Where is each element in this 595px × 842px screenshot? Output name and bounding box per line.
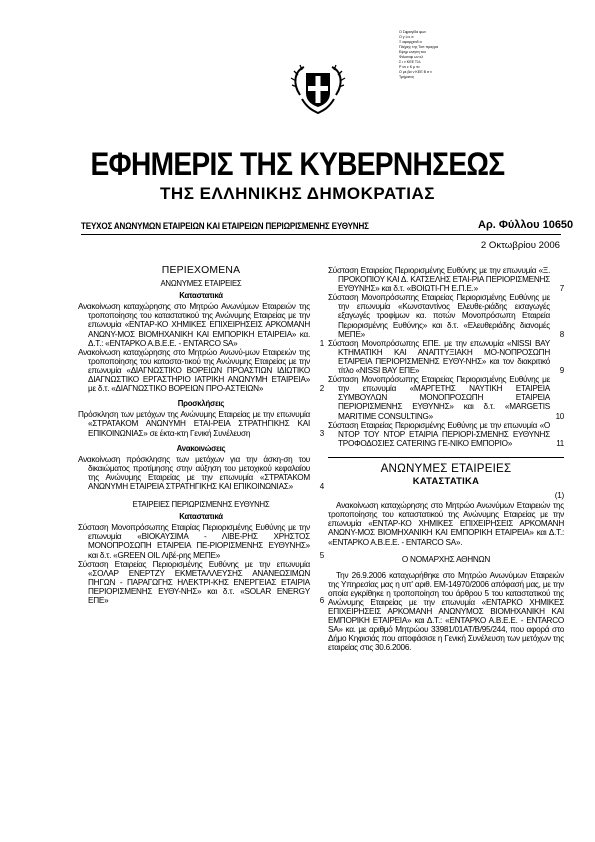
toc-page-number: 9 — [559, 366, 564, 376]
toc-entry-text: Σύσταση Εταιρείας Περιορισμένης Ευθύνης με την επωνυμία «Ξ. ΠΡΟΚΟΠΙΟΥ ΚΑΙ Δ. ΚΑΤΣΕΛΗΣ ΕΤΑΙ-ΡΙΑ ΠΕΡΙΟΡΙΣΜΕΝΗΣ ΕΥΘΥΝΗΣ» και δ.τ. «ΒΟΙΩΤΙ-ΓΗ Ε.Π.Ε.» — [328, 266, 550, 294]
toc-entry — [78, 302, 324, 347]
toc-list — [78, 523, 324, 605]
toc-entry — [328, 293, 564, 338]
toc-entry — [78, 560, 324, 605]
toc-subsection-title: Ανακοινώσεις — [176, 443, 226, 453]
toc-list — [78, 302, 324, 393]
sidebar-line: Ξ αφαρχισιδ α — [399, 40, 422, 44]
toc-entry — [78, 410, 324, 437]
toc-entry — [328, 421, 564, 448]
sheet-label: Αρ. Φύλλου — [478, 219, 540, 231]
coat-of-arms-icon — [288, 59, 348, 119]
toc-list — [78, 410, 324, 437]
header-rule — [81, 234, 561, 235]
toc-entry-text: Σύσταση Μονοπρόσωπης Εταιρείας Περιορισμένης Ευθύνης με την επωνυμία «Κωνσταντίνος Ελευθε-ριάδης εισαγωγές εξαγωγές τροφίμων κα. ποτών Μονοπρόσωπη Εταιρεία Περιορισμένης Ευθύνης» και δ.τ. «Ελευθεριάδης διανομές ΜΕΠΕ» — [328, 293, 550, 339]
sidebar-line: Εφημ ωνηση του — [399, 50, 426, 54]
toc-page-number: 2 — [319, 384, 324, 394]
sheet-number — [478, 219, 573, 231]
toc-page-number: 1 — [319, 338, 324, 348]
article-subheading: ΚΑΤΑΣΤΑΤΙΚΑ — [412, 474, 480, 486]
article-heading: ΑΝΩΝΥΜΕΣ ΕΤΑΙΡΕΙΕΣ — [380, 461, 512, 475]
toc-page-number: 4 — [319, 481, 324, 491]
sidebar-line: Φιλοσοφ ων κλ — [399, 55, 424, 59]
toc-page-number: 7 — [559, 284, 564, 294]
toc-entry-text: Σύσταση Εταιρείας Περιορισμένης Ευθύνης με την επωνυμία «Ο ΝΤΟΡ ΤΟΥ ΝΤΟΡ ΕΤΑΙΡΙΑ ΠΕΡΙΟΡΙ-ΣΜΕΝΗΣ ΕΥΘΥΝΗΣ ΤΡΟΦΟΔΟΣΙΕΣ CATERING ΓΕ-ΝΙΚΟ ΕΜΠΟΡΙΟ» — [328, 420, 550, 448]
toc-entry-text: Σύσταση Μονοπρόσωπης Εταιρίας Περιορισμένης Ευθύνης με την επωνυμία «ΒΙΟΚΑΥΣΙΜΑ - ΛΙΒΕ-ΡΗΣ ΧΡΗΣΤΟΣ ΜΟΝΟΠΡΟΣΩΠΗ ΕΤΑΙΡΕΙΑ ΠΕ-ΡΙΟΡΙΣΜΕΝΗΣ ΕΥΘΥΝΗΣ» και δ.τ. «GREEN OIL Λιβέ-ρης ΜΕΠΕ» — [78, 523, 310, 560]
toc-heading: ΠΕΡΙΕΧΟΜΕΝΑ — [161, 265, 241, 276]
toc-page-number: 11 — [556, 438, 564, 448]
toc-entry-text: Σύσταση Μονοπρόσωπης Εταιρείας Περιορισμένης Ευθύνης με την επωνυμία «ΜΑΡΓΕΤΗΣ ΝΑΥΤΙΚΗ ΕΤΑΙΡΕΙΑ ΣΥΜΒΟΥΛΩΝ ΜΟΝΟΠΡΟΣΩΠΗ ΕΤΑΙΡΕΙΑ ΠΕΡΙΟΡΙΣΜΕΝΗΣ ΕΥΘΥΝΗΣ» και δ.τ. «MARGETIS MARITIME CONSULTING» — [328, 375, 550, 421]
sidebar-line: Ο Σφραγίδα φων — [399, 30, 427, 34]
article-authority: Ο ΝΟΜΑΡΧΗΣ ΑΘΗΝΩΝ — [401, 554, 491, 564]
toc-entry-text: Ανακοίνωση καταχώρησης στο Μητρώο Ανωνύμων Εταιρειών της τροποποίησης του καταστατικού της Ανώνυμης Εταιρείας με την επωνυμία «ΕΝΤΑΡ-ΚΟ ΧΗΜΙΚΕΣ ΕΠΙΧΕΙΡΗΣΕΙΣ ΑΡΚΟΜΑΝΗ ΑΝΩΝΥ-ΜΟΣ ΒΙΟΜΗΧΑΝΙΚΗ ΚΑΙ ΕΜΠΟΡΙΚΗ ΕΤΑΙΡΕΙΑ» κα. Δ.Τ.: «ΕΝΤΑΡΚΟ Α.Β.Ε.Ε. - ENTARCO SA» — [78, 302, 310, 348]
gazette-subtitle: ΤΗΣ ΕΛΛΗΝΙΚΗΣ ΔΗΜΟΚΡΑΤΙΑΣ — [160, 184, 435, 203]
toc-section-title: ΕΤΑΙΡΕΙΕΣ ΠΕΡΙΩΡΙΣΜΕΝΗΣ ΕΥΘΥΝΗΣ — [132, 500, 270, 510]
toc-entry-text: Ανακοίνωση καταχώρησης στο Μητρώο Ανωνύ-μων Εταιρειών της τροποποίησης του καταστα-τικού της Ανώνυμης Εταιρείας με την επωνυμία «ΔΙΑΓΝΩΣΤΙΚΟ ΒΟΡΕΙΩΝ ΠΡΟΑΣΤΙΩΝ ΙΔΙΩΤΙΚΟ ΔΙΑΓΝΩΣΤΙΚΟ ΕΡΓΑΣΤΗΡΙΟ ΙΑΤΡΙΚΗ ΑΝΩΝΥΜΗ ΕΤΑΙΡΕΙΑ» με δ.τ. «ΔΙΑΓΝΩΣΤΙΚΟ ΒΟΡΕΙΩΝ ΠΡΟ-ΑΣΤΕΙΩΝ» — [78, 347, 310, 394]
sidebar-line: Σ ι ν ΚΕΕ Τλλ — [399, 60, 421, 64]
article-intro: Ανακοίνωση καταχώρησης στο Μητρώο Ανωνύμων Εταιρειών της τροποποίησης του καταστατικού της Ανώνυμης Εταιρείας με την επωνυμία «ΕΝΤΑΡ-ΚΟ ΧΗΜΙΚΕΣ ΕΠΙΧΕΙΡΗΣΕΙΣ ΑΡΚΟΜΑΝΗ ΑΝΩΝΥ-ΜΟΣ ΒΙΟΜΗΧΑΝΙΚΗ ΚΑΙ ΕΜΠΟΡΙΚΗ ΕΤΑΙΡΕΙΑ» και Δ.Τ.: «ΕΝΤΑΡΚΟ Α.Β.Ε.Ε. - ENTARCO SA». — [328, 501, 564, 547]
toc-entry — [78, 455, 324, 491]
sidebar-line: Ο γ ύ κ σ — [399, 35, 414, 39]
toc-column-right — [328, 266, 564, 653]
sidebar-line: Ρ ον ε Κ μ το — [399, 65, 420, 69]
toc-page-number: 3 — [319, 428, 324, 438]
toc-list — [78, 455, 324, 491]
toc-entry-text: Σύσταση Μονοπρόσωπης ΕΠΕ. με την επωνυμία «NISSI BAY ΚΤΗΜΑΤΙΚΗ ΚΑΙ ΑΝΑΠΤΥΞΙΑΚΗ ΜΟ-ΝΟΠΡΟΣΩΠΗ ΕΤΑΙΡΕΙΑ ΠΕΡΙΟΡΙΣΜΕΝΗΣ ΕΥΘΥ-ΝΗΣ» και τον διακριτικό τίτλο «NISSI BAY ΕΠΕ» — [328, 338, 550, 376]
toc-entry — [328, 339, 564, 375]
article-number: (1) — [554, 491, 564, 501]
issue-type: ΤΕΥΧΟΣ ΑΝΩΝΥΜΩΝ ΕΤΑΙΡΕΙΩΝ ΚΑΙ ΕΤΑΙΡΕΙΩΝ ΠΕΡΙΩΡΙΣΜΕΝΗΣ ΕΥΘΥΝΗΣ — [81, 220, 369, 231]
toc-page-number: 6 — [319, 596, 324, 605]
gazette-title: ΕΦΗΜΕΡΙΣ ΤΗΣ ΚΥΒΕΡΝΗΣΕΩΣ — [90, 146, 505, 182]
toc-subsection-title: Προσκλήσεις — [177, 399, 225, 409]
toc-entry — [328, 375, 564, 420]
toc-list — [328, 266, 564, 448]
toc-end-rule — [328, 457, 564, 458]
toc-entry — [328, 266, 564, 293]
toc-page-number: 8 — [559, 329, 564, 339]
toc-entry — [78, 348, 324, 393]
sidebar-line: Τμήματος — [399, 75, 415, 79]
toc-entry — [78, 523, 324, 559]
toc-column-left — [78, 261, 324, 605]
sheet-value: 10650 — [542, 219, 574, 231]
toc-entry-text: Σύσταση Εταιρείας Περιορισμένης Ευθύνης με την επωνυμία «ΣΟΛΑΡ ΕΝΕΡΤΖΥ ΕΚΜΕΤΑΛΛΕΥΣΗΣ ΑΝΑΝΕΩΣΙΜΩΝ ΠΗΓΩΝ - ΠΑΡΑΓΩΓΗΣ ΗΛΕΚΤΡΙ-ΚΗΣ ΕΝΕΡΓΕΙΑΣ ΕΤΑΙΡΙΑ ΠΕΡΙΟΡΙΣΜΕΝΗΣ ΕΥΘΥ-ΝΗΣ» και δ.τ. «SOLAR ENERGY ΕΠΕ» — [78, 559, 310, 605]
toc-subsection-title: Καταστατικά — [179, 291, 223, 301]
article-body: Την 26.9.2006 καταχωρήθηκε στο Μητρώο Ανωνύμων Εταιρειών της Υπηρεσίας μας η υπ' αριθ. ΕΜ-14970/2006 απόφασή μας, με την οποία εγκρίθηκε η τροποποίηση του άρθρου 5 του καταστατικού της Ανώνυμης Εταιρείας με την επωνυμία «ΕΝΤΑΡΚΟ ΧΗΜΙΚΕΣ ΕΠΙΧΕΙΡΗΣΕΙΣ ΑΡΚΟΜΑΝΗ ΑΝΩΝΥΜΟΣ ΒΙΟΜΗΧΑΝΙΚΗ ΚΑΙ ΕΜΠΟΡΙΚΗ ΕΤΑΙΡΕΙΑ» και Δ.Τ.: «ΕΝΤΑΡΚΟ Α.Β.Ε.Ε. - ENTARCO SA» κα. με αριθμό Μητρώου 33981/01ΑΤ/Β/95/244, που αφορά στο Δήμο Κηφισιάς που αποφάσισε η Γενική Συνέλευση των μετόχων της εταιρείας στις 30.6.2006. — [328, 570, 564, 653]
sidebar-line: Πλήρης της Τυπ πραγρα — [399, 45, 439, 49]
issue-date: 2 Οκτωβρίου 2006 — [480, 240, 560, 251]
toc-page-number: 5 — [319, 550, 324, 560]
sidebar-line: Ο με βα ν ΚΕΕ Β σ ν — [399, 70, 433, 74]
toc-page-number: 10 — [555, 411, 564, 421]
toc-subsection-title: Καταστατικά — [179, 512, 223, 522]
toc-entry-text: Πρόσκληση των μετόχων της Ανώνυμης Εταιρείας με την επωνυμία «ΣΤΡΑΤΑΚΟΜ ΑΝΩΝΥΜΗ ΕΤΑΙ-ΡΕΙΑ ΣΤΡΑΤΗΓΙΚΗΣ ΚΑΙ ΕΠΙΚΟΙΝΩΝΙΑΣ» σε έκτα-κτη Γενική Συνέλευση — [78, 410, 310, 438]
toc-section-title: ΑΝΩΝΥΜΕΣ ΕΤΑΙΡΕΙΕΣ — [160, 279, 242, 289]
toc-entry-text: Ανακοίνωση πρόσκλησης των μετόχων για την άσκη-ση του δικαιώματος προτίμησης στην αύξηση του μετοχικού κεφαλαίου της Ανώνυμης Εταιρείας με την επωνυμία «ΣΤΡΑΤΑΚΟΜ ΑΝΩΝΥΜΗ ΕΤΑΙΡΕΙΑ ΣΤΡΑΤΗΓΙΚΗΣ ΚΑΙ ΕΠΙΚΟΙΝΩΝΙΑΣ» — [78, 454, 310, 491]
sidebar-notes — [399, 30, 471, 80]
